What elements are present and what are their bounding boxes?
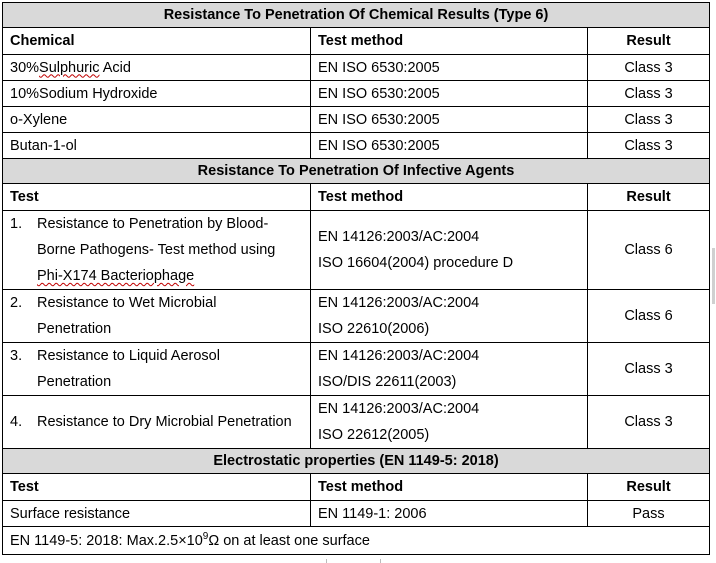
table-row bbox=[3, 396, 710, 449]
table-row bbox=[3, 55, 710, 81]
test-method: EN ISO 6530:2005 bbox=[311, 133, 588, 159]
header-chemical: Chemical bbox=[3, 28, 311, 55]
test-method: EN ISO 6530:2005 bbox=[311, 55, 588, 81]
header-test: Test bbox=[3, 184, 311, 211]
test-method: EN 14126:2003/AC:2004 ISO 22612(2005) bbox=[311, 396, 588, 449]
table-row bbox=[3, 501, 710, 527]
infective-section-title: Resistance To Penetration Of Infective Agents bbox=[3, 159, 710, 184]
test-method: EN 1149-1: 2006 bbox=[311, 501, 588, 527]
chemical-name: 10%Sodium Hydroxide bbox=[3, 81, 311, 107]
result: Class 3 bbox=[588, 343, 710, 396]
test-name: 4. Resistance to Dry Microbial Penetration bbox=[3, 396, 311, 449]
result: Pass bbox=[588, 501, 710, 527]
result: Class 3 bbox=[588, 55, 710, 81]
test-method: EN ISO 6530:2005 bbox=[311, 81, 588, 107]
test-name: Surface resistance bbox=[3, 501, 311, 527]
header-result: Result bbox=[588, 184, 710, 211]
result: Class 3 bbox=[588, 107, 710, 133]
result: Class 3 bbox=[588, 133, 710, 159]
results-table bbox=[2, 2, 710, 555]
table-row bbox=[3, 211, 710, 290]
result: Class 6 bbox=[588, 211, 710, 290]
test-name: 1. Resistance to Penetration by Blood- Borne Pathogens- Test method using Phi-X174 Bacteriophage bbox=[3, 211, 311, 290]
test-method: EN 14126:2003/AC:2004 ISO/DIS 22611(2003) bbox=[311, 343, 588, 396]
electrostatic-section-title: Electrostatic properties (EN 1149-5: 2018) bbox=[3, 449, 710, 474]
header-result: Result bbox=[588, 474, 710, 501]
result: Class 3 bbox=[588, 81, 710, 107]
header-test-method: Test method bbox=[311, 184, 588, 211]
table-row bbox=[3, 290, 710, 343]
page-edge-marker bbox=[326, 559, 381, 563]
header-test-method: Test method bbox=[311, 28, 588, 55]
test-method: EN 14126:2003/AC:2004 ISO 22610(2006) bbox=[311, 290, 588, 343]
electrostatic-note: EN 1149-5: 2018: $Max.2.5\times 10^9\Omega$ on at least one surface bbox=[3, 527, 710, 555]
chemical-name: Butan-1-ol bbox=[3, 133, 311, 159]
header-result: Result bbox=[588, 28, 710, 55]
test-method: EN ISO 6530:2005 bbox=[311, 107, 588, 133]
chemical-section-title: Resistance To Penetration Of Chemical Results (Type 6) bbox=[3, 3, 710, 28]
scrollbar-thumb[interactable] bbox=[712, 248, 715, 304]
chemical-name: o-Xylene bbox=[3, 107, 311, 133]
header-test-method: Test method bbox=[311, 474, 588, 501]
test-name: 2. Resistance to Wet Microbial Penetration bbox=[3, 290, 311, 343]
table-row bbox=[3, 81, 710, 107]
result: Class 3 bbox=[588, 396, 710, 449]
test-name: 3. Resistance to Liquid Aerosol Penetration bbox=[3, 343, 311, 396]
table-row bbox=[3, 343, 710, 396]
test-method: EN 14126:2003/AC:2004 ISO 16604(2004) procedure D bbox=[311, 211, 588, 290]
header-test: Test bbox=[3, 474, 311, 501]
chemical-name: 30%Sulphuric Acid bbox=[3, 55, 311, 81]
table-row bbox=[3, 133, 710, 159]
result: Class 6 bbox=[588, 290, 710, 343]
table-row bbox=[3, 107, 710, 133]
